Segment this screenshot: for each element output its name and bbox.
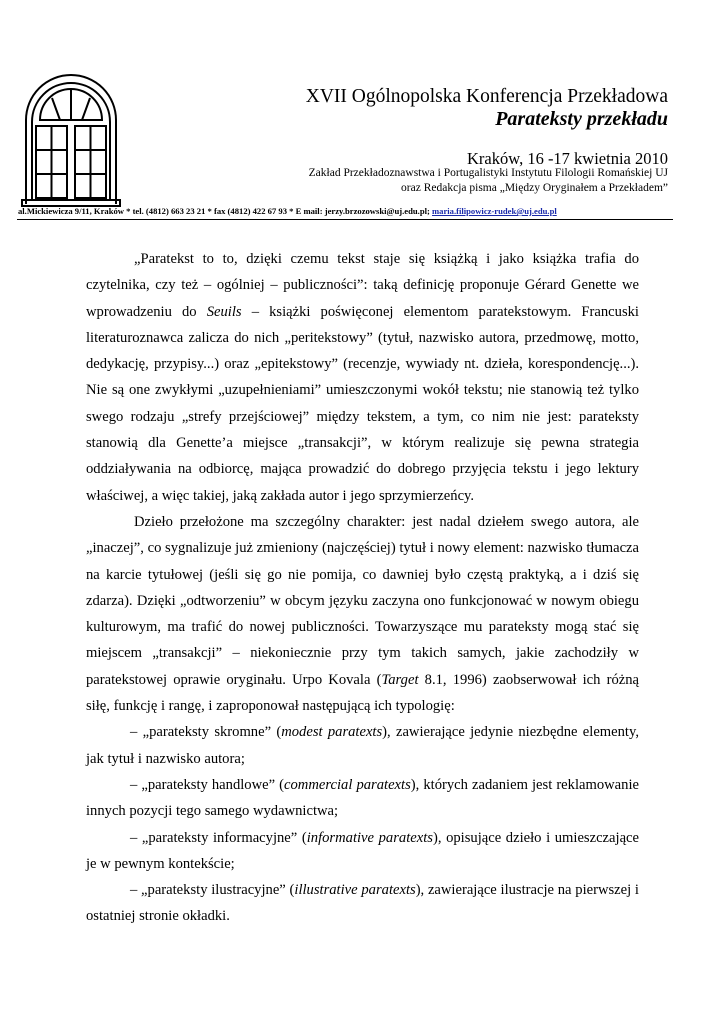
paragraph-1: „Paratekst to to, dzięki czemu tekst staje się książką i jako książka trafia do czytelnika, czy też – ogólniej – publiczności”: taką definicję proponuje Gérard Genette we wprowadzeniu do Seuils – książki poświęconej elementom paratekstowym. Francuski literaturoznawca zalicza do nich „peritekstowy” (tytuł, nazwisko autora, przedmowę, motto, dedykację, przypisy...) oraz „epitekstowy” (recenzje, wywiady nt. dzieła, korespondencję...). Nie są one zwykłymi „uzupełnieniami” umieszczonymi wokół tekstu; nie stanowią też tylko swego rodzaju „strefy przejściowej” między tekstem, a tym, co nim nie jest: parateksty stanowią dla Genette’a miejsce „transakcji”, w którym realizuje się pewna strategia oddziaływania na odbiorcę, mająca prowadzić do dobrego przyjęcia tekstu i jego lektury właściwej, a więc takiej, jaką zakłada autor i jego sprzymierzeńcy. — [86, 251, 639, 504]
journal-title: Target — [381, 671, 419, 688]
list-item: – „parateksty handlowe” (commercial paratexts), których zadaniem jest reklamowanie innych pozycji tego samego wydawnictwa; — [86, 776, 639, 820]
email-link[interactable]: maria.filipowicz-rudek@uj.edu.pl — [432, 206, 557, 216]
organizer-line-2: oraz Redakcja pisma „Między Oryginałem a Przekładem” — [401, 182, 668, 194]
arched-window-icon — [20, 68, 122, 208]
contact-details: al.Mickiewicza 9/11, Kraków * tel. (4812) 663 23 21 * fax (4812) 422 67 93 * E mail: jerzy.brzozowski@uj.edu.pl; — [18, 206, 430, 216]
conference-title: XVII Ogólnopolska Konferencja Przekładowa — [305, 86, 668, 107]
document-body — [86, 246, 639, 930]
header-divider — [17, 219, 673, 220]
conference-dates: Kraków, 16 -17 kwietnia 2010 — [466, 149, 668, 168]
conference-subtitle: Parateksty przekładu — [495, 108, 668, 130]
book-title: Seuils — [206, 303, 242, 320]
list-item: – „parateksty informacyjne” (informative paratexts), opisujące dzieło i umieszczające je w pewnym kontekście; — [86, 829, 640, 872]
organizer-line-1: Zakład Przekładoznawstwa i Portugalistyki Instytutu Filologii Romańskiej UJ — [308, 167, 668, 179]
paragraph-2: Dzieło przełożone ma szczególny charakter: jest nadal dziełem swego autora, ale „inaczej”, co sygnalizuje już zmieniony (najczęściej) tytuł i nowy element: nazwisko tłumacza na karcie tytułowej (jeśli się go nie pomija, co dawniej było częstą praktyką, a i dziś się zdarza). Dzięki „odtworzeniu” w obcym języku zaczyna ono funkcjonować w nowym obiegu kulturowym, ma trafić do nowej publiczności. Towarzyszące mu parateksty mogą stać się miejscem „transakcji” – niekoniecznie przy tym takich samych, jakie zachodziły w paratekstowej oprawie oryginału. Urpo Kovala (Target 8.1, 1996) zaobserwował ich różną siłę, funkcję i rangę, i zaproponował następującą ich typologię: — [86, 513, 639, 715]
list-item: – „parateksty ilustracyjne” (illustrative paratexts), zawierające ilustracje na pierwszej i ostatniej stronie okładki. — [86, 882, 639, 925]
contact-line — [18, 206, 557, 216]
list-item: – „parateksty skromne” (modest paratexts), zawierające jedynie niezbędne elementy, jak tytuł i nazwisko autora; — [86, 724, 639, 767]
